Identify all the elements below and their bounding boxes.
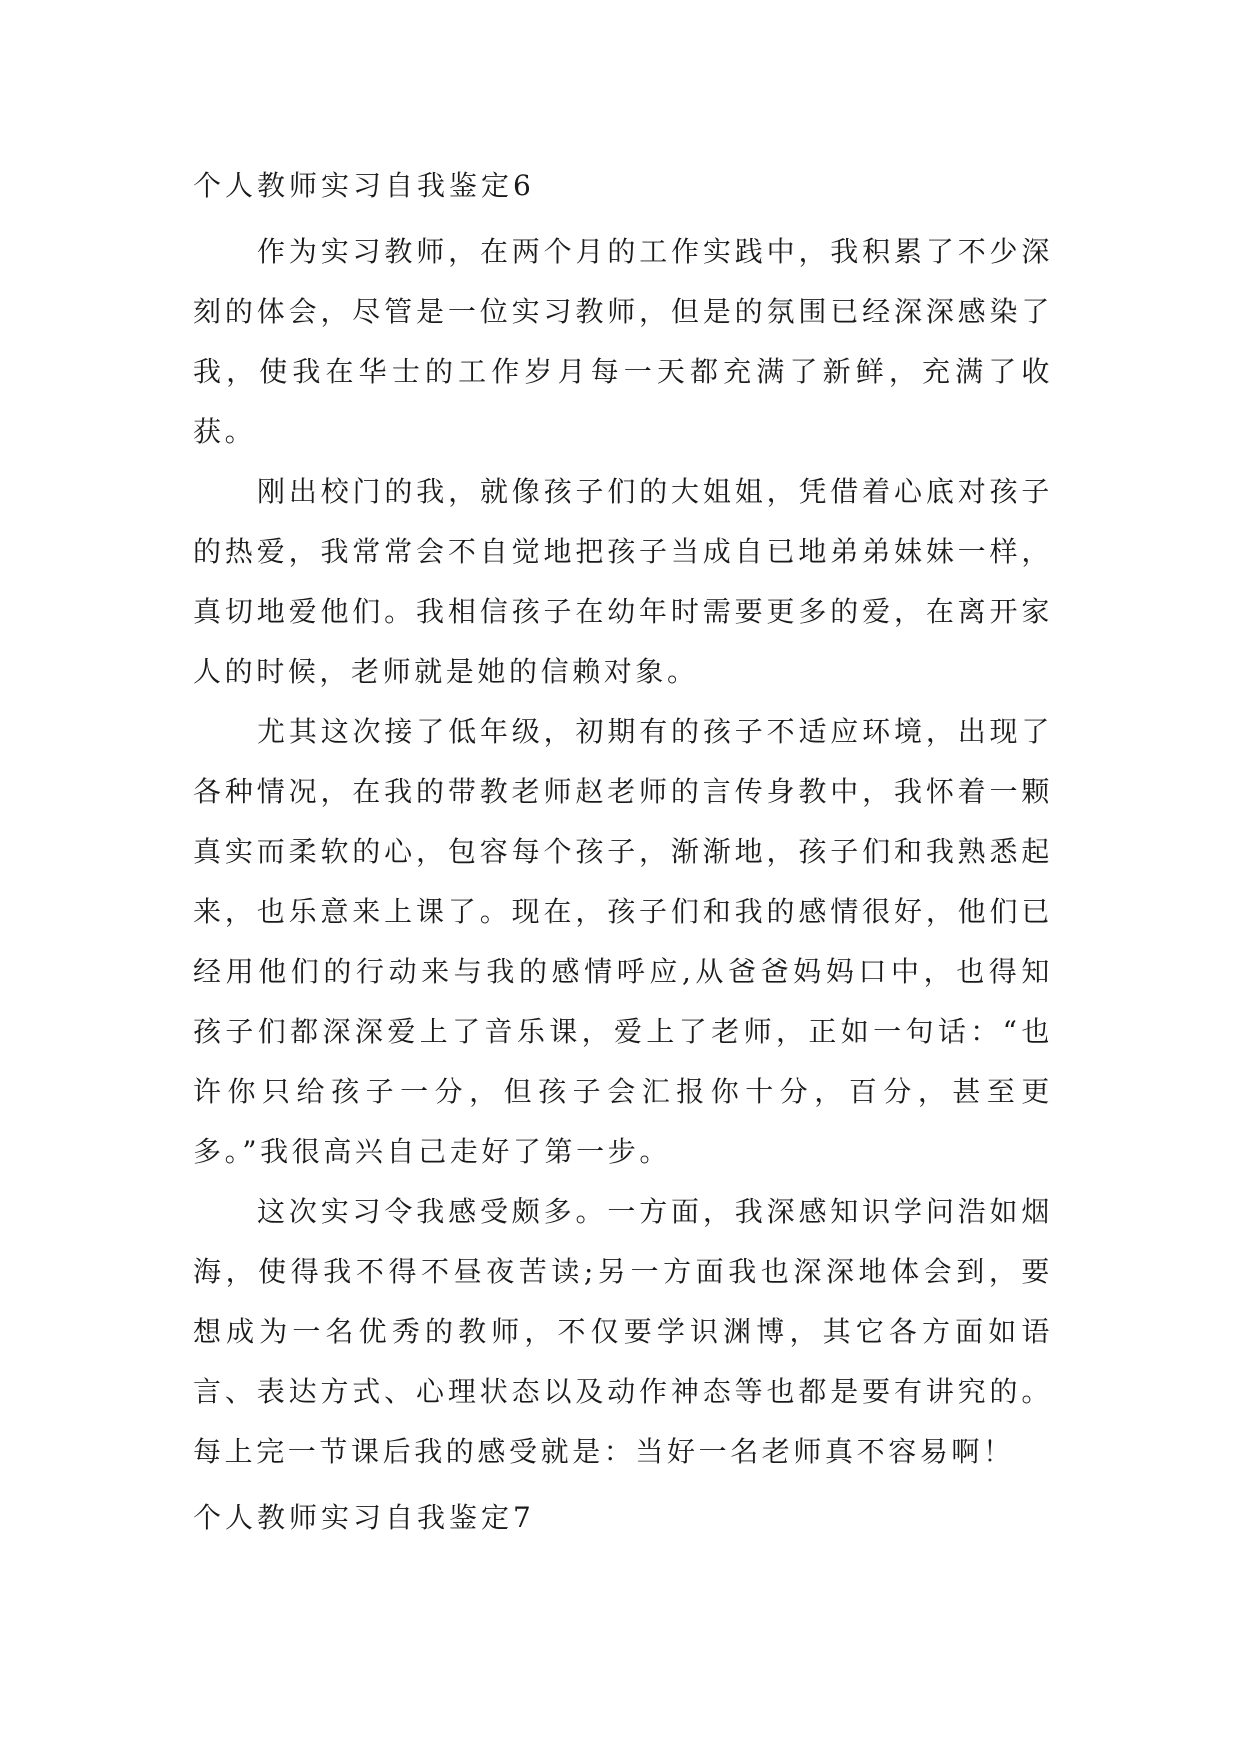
section-heading-6: 个人教师实习自我鉴定6 (193, 169, 535, 202)
paragraph-3: 尤其这次接了低年级，初期有的孩子不适应环境，出现了各种情况，在我的带教老师赵老师的言传身教中，我怀着一颗真实而柔软的心，包容每个孩子，渐渐地，孩子们和我熟悉起来，也乐意来上课了。现在，孩子们和我的感情很好，他们已经用他们的行动来与我的感情呼应,从爸爸妈妈口中，也得知孩子们都深深爱上了音乐课，爱上了老师，正如一句话：“也许你只给孩子一分，但孩子会汇报你十分，百分，甚至更多。”我很高兴自己走好了第一步。 (193, 715, 1053, 1168)
paragraph-4: 这次实习令我感受颇多。一方面，我深感知识学问浩如烟海，使得我不得不昼夜苦读;另一方面我也深深地体会到，要想成为一名优秀的教师，不仅要学识渊博，其它各方面如语言、表达方式、心理状态以及动作神态等也都是要有讲究的。每上完一节课后我的感受就是：当好一名老师真不容易啊！ (193, 1195, 1053, 1468)
section-body (193, 222, 1053, 1482)
paragraph-1: 作为实习教师，在两个月的工作实践中，我积累了不少深刻的体会，尽管是一位实习教师，但是的氛围已经深深感染了我，使我在华士的工作岁月每一天都充满了新鲜，充满了收获。 (193, 235, 1053, 448)
paragraph-2: 刚出校门的我，就像孩子们的大姐姐，凭借着心底对孩子的热爱，我常常会不自觉地把孩子当成自已地弟弟妹妹一样，真切地爱他们。我相信孩子在幼年时需要更多的爱，在离开家人的时候，老师就是她的信赖对象。 (193, 475, 1053, 688)
section-heading-7: 个人教师实习自我鉴定7 (193, 1501, 535, 1534)
